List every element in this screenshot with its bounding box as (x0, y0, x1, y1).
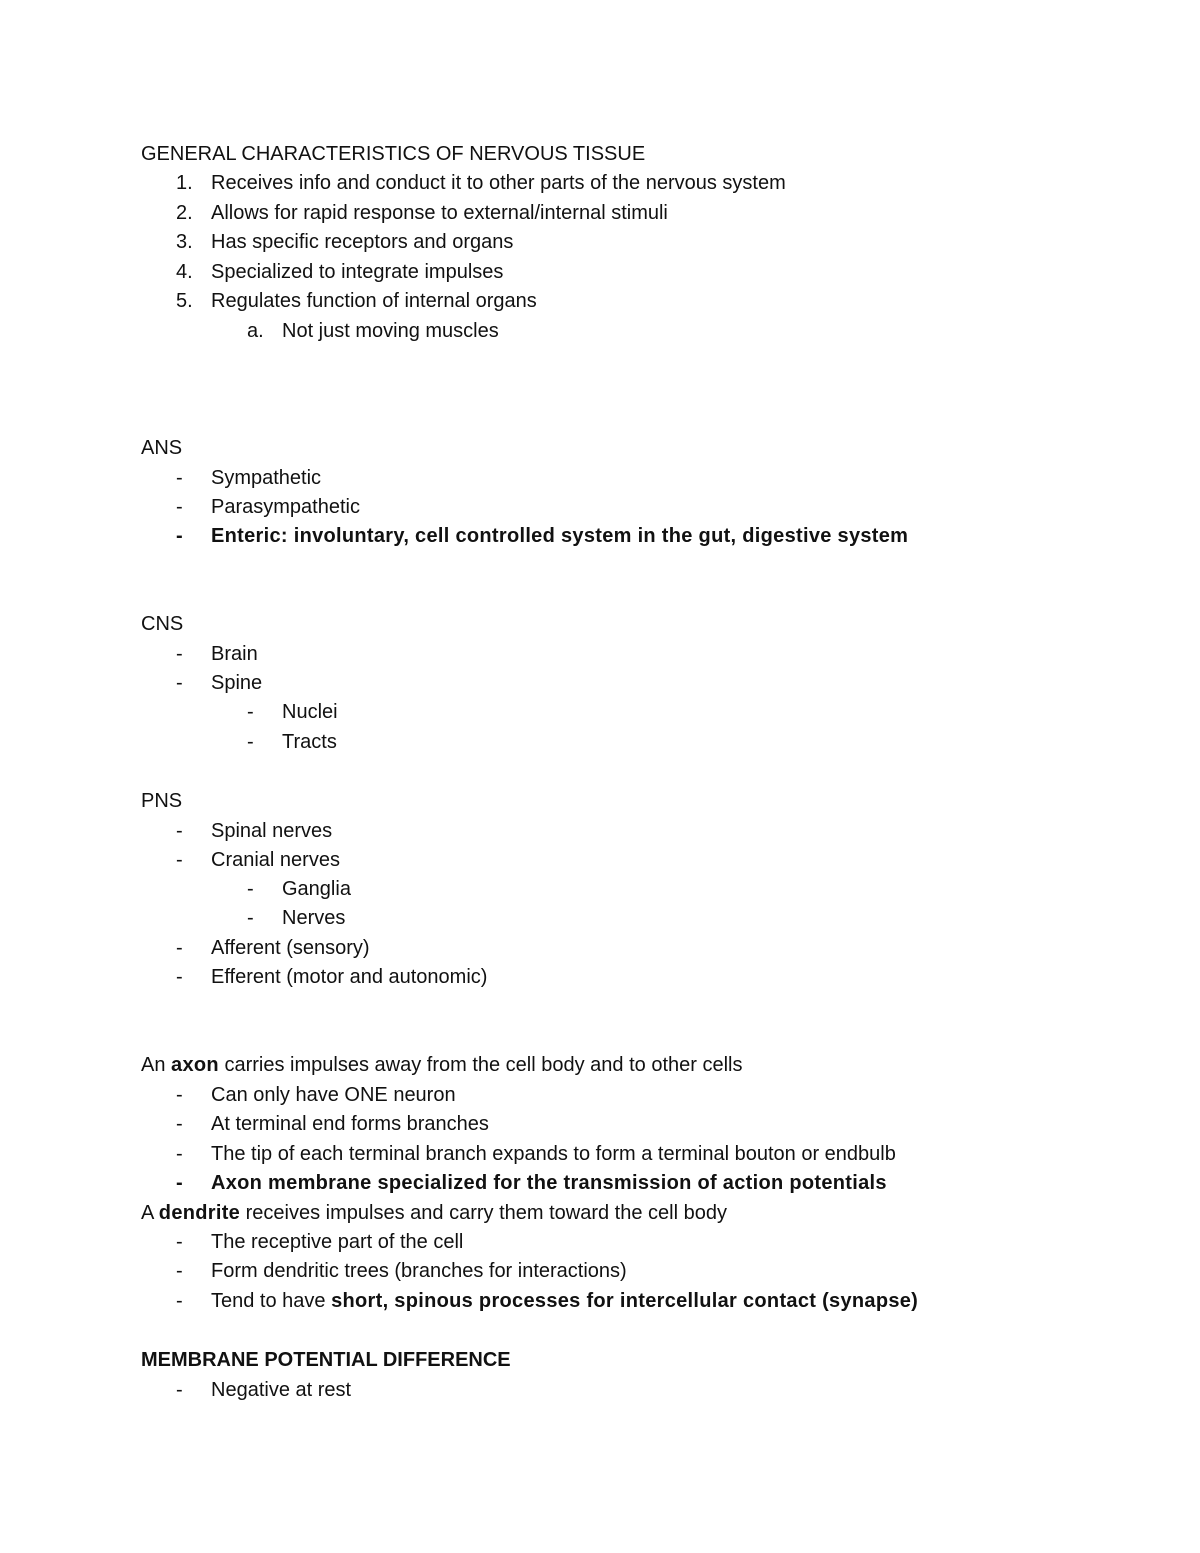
list-item-text-bold: short, spinous processes for intercellular contact (synapse) (331, 1290, 919, 1312)
list-marker: - (247, 878, 254, 900)
axon-intro (0, 1050, 1200, 1080)
list-item-text (211, 1286, 918, 1316)
list-item (0, 1080, 1200, 1110)
list-item (0, 168, 1200, 198)
list-item-text: Axon membrane specialized for the transmission of action potentials (211, 1172, 887, 1194)
list-item (0, 845, 1200, 875)
list-item (0, 286, 1200, 316)
general-heading-line (0, 139, 1200, 169)
pns-heading: PNS (141, 790, 183, 812)
list-item (0, 1109, 1200, 1139)
list-marker: - (176, 1113, 183, 1135)
list-marker: - (176, 1084, 183, 1106)
list-item-text: The receptive part of the cell (211, 1231, 464, 1253)
list-item (0, 1286, 1200, 1316)
membrane-heading: MEMBRANE POTENTIAL DIFFERENCE (141, 1349, 511, 1371)
list-marker: - (176, 643, 183, 665)
list-item-text: Cranial nerves (211, 849, 340, 871)
list-marker: 2. (176, 202, 193, 224)
list-marker: - (176, 966, 183, 988)
list-marker: - (247, 731, 254, 753)
sub-list-item (0, 903, 1200, 933)
sub-list-item (0, 727, 1200, 757)
list-marker: 4. (176, 261, 193, 283)
dendrite-intro-prefix: A (141, 1202, 159, 1224)
list-item (0, 1168, 1200, 1198)
list-marker: a. (247, 320, 264, 342)
pns-heading-line (0, 786, 1200, 816)
list-item (0, 1375, 1200, 1405)
dendrite-intro (0, 1198, 1200, 1228)
list-item-text: Regulates function of internal organs (211, 290, 537, 312)
list-item-text: Has specific receptors and organs (211, 231, 514, 253)
list-item-text: Tracts (282, 731, 337, 753)
list-item-text: Spine (211, 672, 263, 694)
list-item (0, 1139, 1200, 1169)
list-item (0, 962, 1200, 992)
list-marker: - (247, 701, 254, 723)
list-item (0, 463, 1200, 493)
list-item-text: Efferent (motor and autonomic) (211, 966, 488, 988)
membrane-heading-line (0, 1345, 1200, 1375)
list-item (0, 257, 1200, 287)
list-marker: - (176, 1290, 183, 1312)
list-item (0, 492, 1200, 522)
dendrite-term: dendrite (158, 1202, 241, 1224)
list-item-text: Spinal nerves (211, 820, 333, 842)
list-item (0, 521, 1200, 551)
sub-list-item (0, 874, 1200, 904)
list-marker: - (176, 672, 183, 694)
general-heading: GENERAL CHARACTERISTICS OF NERVOUS TISSUE (141, 143, 646, 165)
list-marker: 1. (176, 172, 193, 194)
list-item-text: Nerves (282, 907, 346, 929)
list-item (0, 227, 1200, 257)
list-marker: - (176, 849, 183, 871)
list-marker: - (176, 467, 183, 489)
list-marker: - (176, 1379, 183, 1401)
dendrite-intro-text (141, 1198, 727, 1228)
list-item (0, 816, 1200, 846)
list-item (0, 933, 1200, 963)
list-marker: - (176, 496, 183, 518)
ans-heading-line (0, 433, 1200, 463)
list-item-text: The tip of each terminal branch expands to form a terminal bouton or endbulb (211, 1143, 896, 1165)
list-marker: - (176, 525, 183, 547)
list-item (0, 639, 1200, 669)
list-item-text: Parasympathetic (211, 496, 360, 518)
list-marker: - (176, 1231, 183, 1253)
list-marker: - (176, 820, 183, 842)
list-item-text: At terminal end forms branches (211, 1113, 489, 1135)
list-item-text: Allows for rapid response to external/internal stimuli (211, 202, 668, 224)
list-item-text: Form dendritic trees (branches for interactions) (211, 1260, 627, 1282)
list-item-text: Brain (211, 643, 258, 665)
cns-heading-line (0, 609, 1200, 639)
list-item (0, 668, 1200, 698)
axon-intro-prefix: An (141, 1054, 172, 1076)
list-item-text: Not just moving muscles (282, 320, 499, 342)
list-marker: - (247, 907, 254, 929)
sub-list-item (0, 697, 1200, 727)
axon-term: axon (171, 1054, 219, 1076)
sub-list-item (0, 316, 1200, 346)
list-marker: 5. (176, 290, 193, 312)
list-marker: - (176, 1143, 183, 1165)
list-item-text: Receives info and conduct it to other parts of the nervous system (211, 172, 786, 194)
list-item-text: Can only have ONE neuron (211, 1084, 456, 1106)
list-item (0, 198, 1200, 228)
list-marker: - (176, 937, 183, 959)
list-item-text: Afferent (sensory) (211, 937, 370, 959)
list-item-text: Sympathetic (211, 467, 322, 489)
list-item-text: Enteric: involuntary, cell controlled system in the gut, digestive system (211, 525, 909, 547)
cns-heading: CNS (141, 613, 184, 635)
list-item (0, 1256, 1200, 1286)
axon-intro-suffix: carries impulses away from the cell body and to other cells (218, 1054, 743, 1076)
axon-intro-text (141, 1050, 743, 1080)
list-item (0, 1227, 1200, 1257)
list-marker: - (176, 1172, 183, 1194)
list-item-text: Negative at rest (211, 1379, 352, 1401)
list-marker: - (176, 1260, 183, 1282)
dendrite-intro-suffix: receives impulses and carry them toward the cell body (240, 1202, 727, 1224)
list-item-text: Nuclei (282, 701, 338, 723)
list-item-text: Specialized to integrate impulses (211, 261, 504, 283)
list-item-text: Ganglia (282, 878, 351, 900)
ans-heading: ANS (141, 437, 183, 459)
list-marker: 3. (176, 231, 193, 253)
list-item-text-plain: Tend to have (211, 1290, 332, 1312)
